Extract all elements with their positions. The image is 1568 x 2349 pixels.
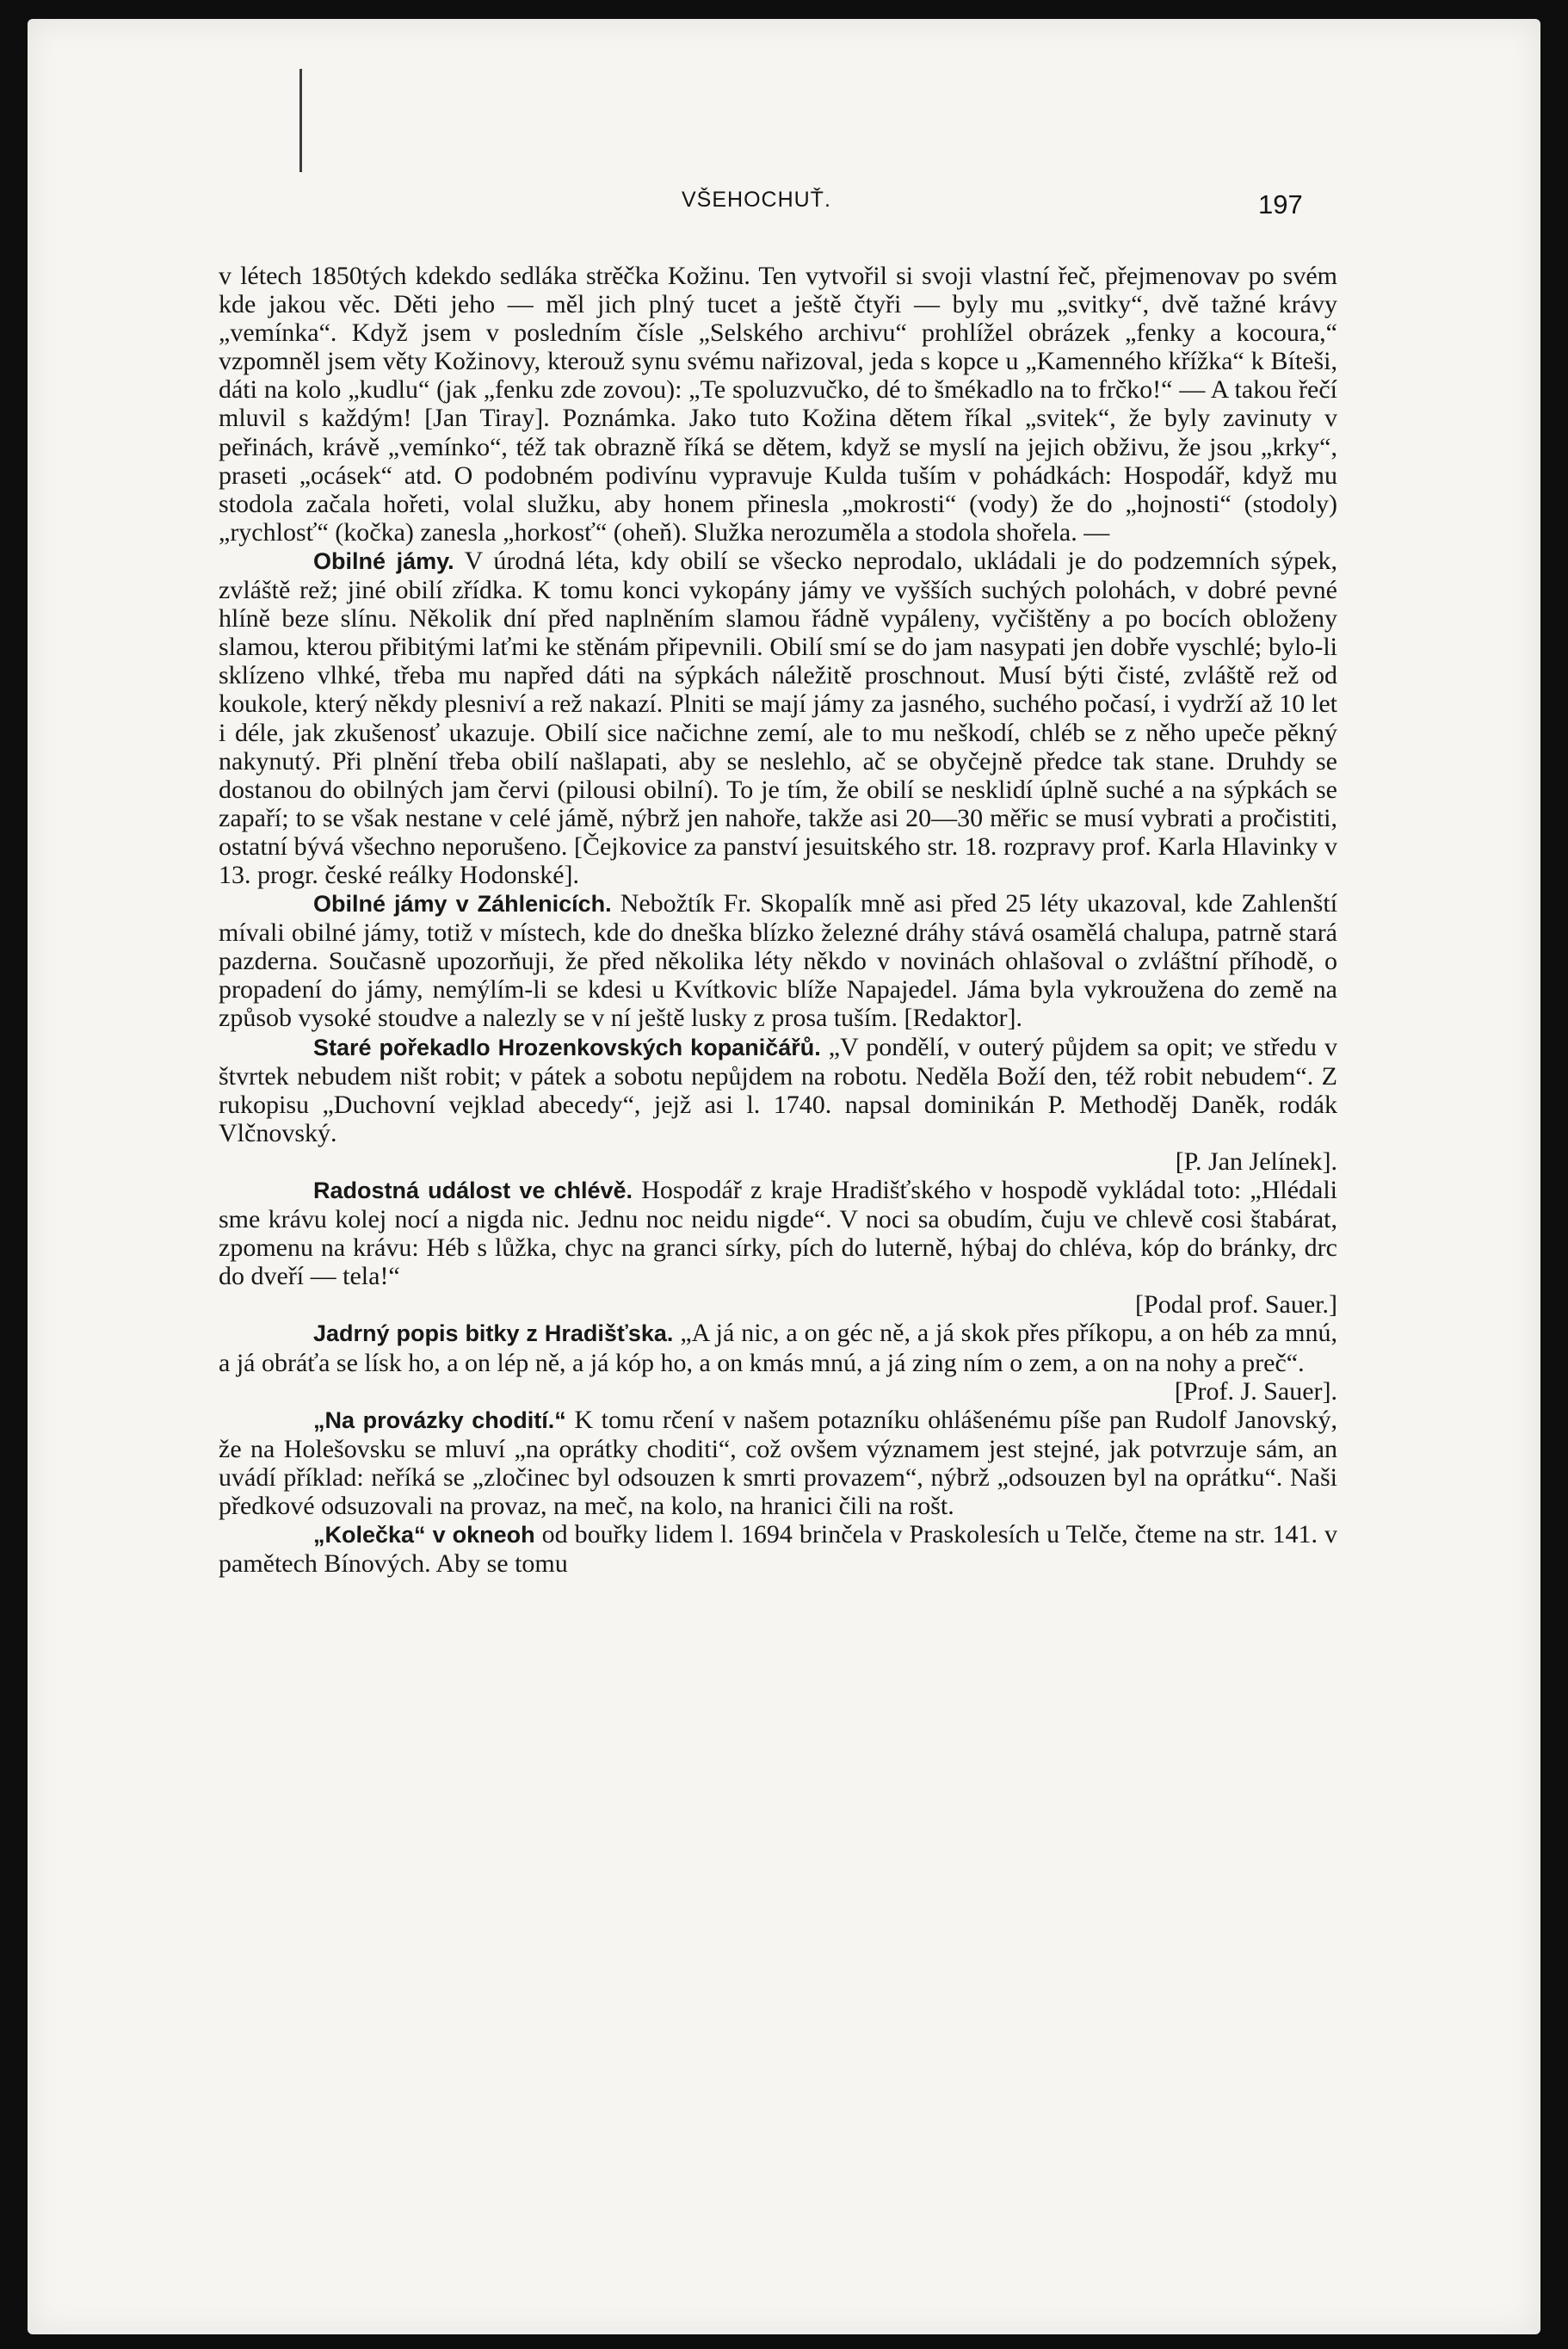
paragraph-radostna-udalost bbox=[219, 1176, 1337, 1319]
paragraph-text: K tomu rčení v našem potazníku ohlášenému píše pan Rudolf Janovský, že na Holešovsku se mluví „na oprátky choditi“, což ovšem významem jest stejné, jak potvrzuje sám, an uvádí příklad: neříká se „zločinec byl odsouzen k smrti provazem“, nýbrž „odsouzen byl na oprátku“. Naši předkové odsuzovali na provaz, na meč, na kolo, na hranici čili na rošt. bbox=[219, 1405, 1338, 1521]
paragraph-heading: Jadrný popis bitky z Hradišťska. bbox=[313, 1320, 674, 1347]
paragraph-heading: Obilné jámy. bbox=[313, 547, 454, 574]
paragraph-obilne-jamy bbox=[219, 547, 1337, 889]
paragraph-text: od bouřky lidem l. 1694 brinčela v Praskolesích u Telče, čteme na str. 141. v pamětech Bínových. Aby se tomu bbox=[219, 1520, 1337, 1579]
paragraph-heading: Obilné jámy v Záhlenicích. bbox=[313, 891, 612, 918]
paragraph-porekadlo bbox=[219, 1033, 1337, 1176]
book-page bbox=[28, 19, 1540, 2334]
paragraph-text: „A já nic, a on géc ně, a já skok přes příkopu, a on héb za mnú, a já obráťa se lísk ho, a on lép ně, a já kóp ho, a on kmás mnú, a já zing ním o zem, a on na nohy a preč“. bbox=[219, 1319, 1338, 1377]
paragraph-popis-bitky bbox=[219, 1319, 1337, 1405]
paragraph-text: Hospodář z kraje Hradišťského v hospodě vykládal toto: „Hlédali sme krávu kolej nocí a nigda nic. Jednu noc neidu nigde“. V noci sa obudím, čuju ve chlevě cosi štabárat, zpomenu na krávu: Héb s lůžka, chyc na granci sírky, pích do luterně, hýbaj do chléva, kóp do bránky, drc do dveří — tela!“ bbox=[219, 1176, 1338, 1291]
margin-pencil-mark bbox=[299, 69, 302, 172]
paragraph-text: v létech 1850tých kdekdo sedláka strěčka Kožinu. Ten vytvořil si svoji vlastní řeč, přejmenovav po svém kde jakou věc. Děti jeho — měl jich plný tucet a ještě čtyři — byly mu „svitky“, dvě tažné krávy „vemínka“. Když jsem v posledním čísle „Selského archivu“ prohlížel obrázek „fenky a kocoura,“ vzpomněl jsem věty Kožinovy, kterouž synu svému nařizoval, jeda s kopce u „Kamenného křížka“ k Bíteši, dáti na kolo „kudlu“ (jak „fenku zde zovou): „Te spoluzvučko, dé to šmékadlo na to frčko!“ — A takou řečí mluvil s každým! [Jan Tiray]. Poznámka. Jako tuto Kožina dětem říkal „svitek“, že byly zavinuty v peřinách, krávě „vemínko“, též tak obrazně říká se dětem, když se myslí na jejich obživu, že jsou „krky“, praseti „ocásek“ atd. O podobném podivínu vypravuje Kulda tuším v pohádkách: Hospodář, když mu stodola začala hořeti, volal služku, aby honem přinesla „mokrosti“ (vody) že do „hojnosti“ (stodoly) „rychlosť“ (kočka) zanesla „horkosť“ (oheň). Služka nerozuměla a stodola shořela. — bbox=[219, 262, 1337, 547]
paragraph-kolecka bbox=[219, 1520, 1337, 1578]
paragraph-heading: Radostná událost ve chlévě. bbox=[313, 1178, 633, 1203]
page-number: 197 bbox=[1258, 189, 1303, 219]
paragraph-signature: [Prof. J. Sauer]. bbox=[1174, 1376, 1337, 1406]
page-header bbox=[28, 188, 1540, 222]
paragraph-text: V úrodná léta, kdy obilí se všecko neprodalo, ukládali je do podzemních sýpek, zvláště rež; jiné obilí zřídka. K tomu konci vykopány jámy ve vyšších suchých polohách, v dobré pevné hlíně beze slínu. Několik dní před naplněním slamou řádně vypáleny, vyčištěny a po bocích obloženy slamou, kterou přibitými laťmi ke stěnám připevnili. Obilí smí se do jam nasypati jen dobře vyschlé; bylo-li sklízeno vlhké, třeba mu napřed dáti na sýpkách náležitě proschnout. Musí býti čisté, zvláště rež od koukole, který někdy plesniví a rež nakazí. Plniti se mají jámy za jasného, suchého počasí, i vydrží až 10 let i déle, jak zkušenosť ukazuje. Obilí sice načichne zemí, ale to mu neškodí, chléb se z něho upeče pěkný nakynutý. Při plnění třeba obilí našlapati, aby se neslehlo, ač se obyčejně předce tak stane. Druhdy se dostanou do obilných jam červi (pilousi obilní). To je tím, že obilí se nesklidí úplně suché a na sýpkách se zapaří; to se však nestane v celé jámě, nýbrž jen nahoře, takže asi 20—30 měřic se musí vybrati a pročistiti, ostatní bývá všechno neporušeno. [Čejkovice za panství jesuitského str. 18. rozpravy prof. Karla Hlavinky v 13. progr. české reálky Hodonské]. bbox=[219, 546, 1337, 889]
paragraph-signature: [Podal prof. Sauer.] bbox=[1135, 1290, 1337, 1320]
paragraph-heading: Staré pořekadlo Hrozenkovských kopaničářů. bbox=[313, 1034, 821, 1060]
paragraph-kozina bbox=[219, 262, 1337, 547]
paragraph-signature: [P. Jan Jelínek]. bbox=[1175, 1147, 1337, 1176]
article-body bbox=[219, 262, 1337, 1578]
paragraph-text: „V pondělí, v outerý půjdem sa opit; ve středu v štvrtek nebudem ništ robit; v pátek a sobotu nepůjdem na robotu. Neděla Boží den, též robit nebudem“. Z rukopisu „Duchovní vejklad abecedy“, jejž asi l. 1740. napsal dominikán P. Methoděj Daněk, rodák Vlčnovský. bbox=[219, 1032, 1337, 1147]
paragraph-heading: „Kolečka“ v okneoh bbox=[313, 1522, 535, 1548]
running-head: VŠEHOCHUŤ. bbox=[682, 188, 831, 212]
paragraph-heading: „Na provázky chodití.“ bbox=[313, 1406, 566, 1433]
paragraph-provazky bbox=[219, 1406, 1337, 1520]
paragraph-text: Nebožtík Fr. Skopalík mně asi před 25 léty ukazoval, kde Zahlenští mívali obilné jámy, totiž v místech, kde do dneška blízko železné dráhy stává osamělá chalupa, patrně stará pazderna. Současně upozorňuji, že před několika léty někdo v novinách ohlašoval o zvláštní příhodě, o propadení do jámy, nemýlím-li se kdesi u Kvítkovic blíže Napajedel. Jáma byla vykroužena do země na způsob vysoké stoudve a nalezly se v ní ještě lusky z prosa tuším. [Redaktor]. bbox=[219, 889, 1338, 1033]
paragraph-obilne-jamy-zahlenice bbox=[219, 889, 1337, 1032]
